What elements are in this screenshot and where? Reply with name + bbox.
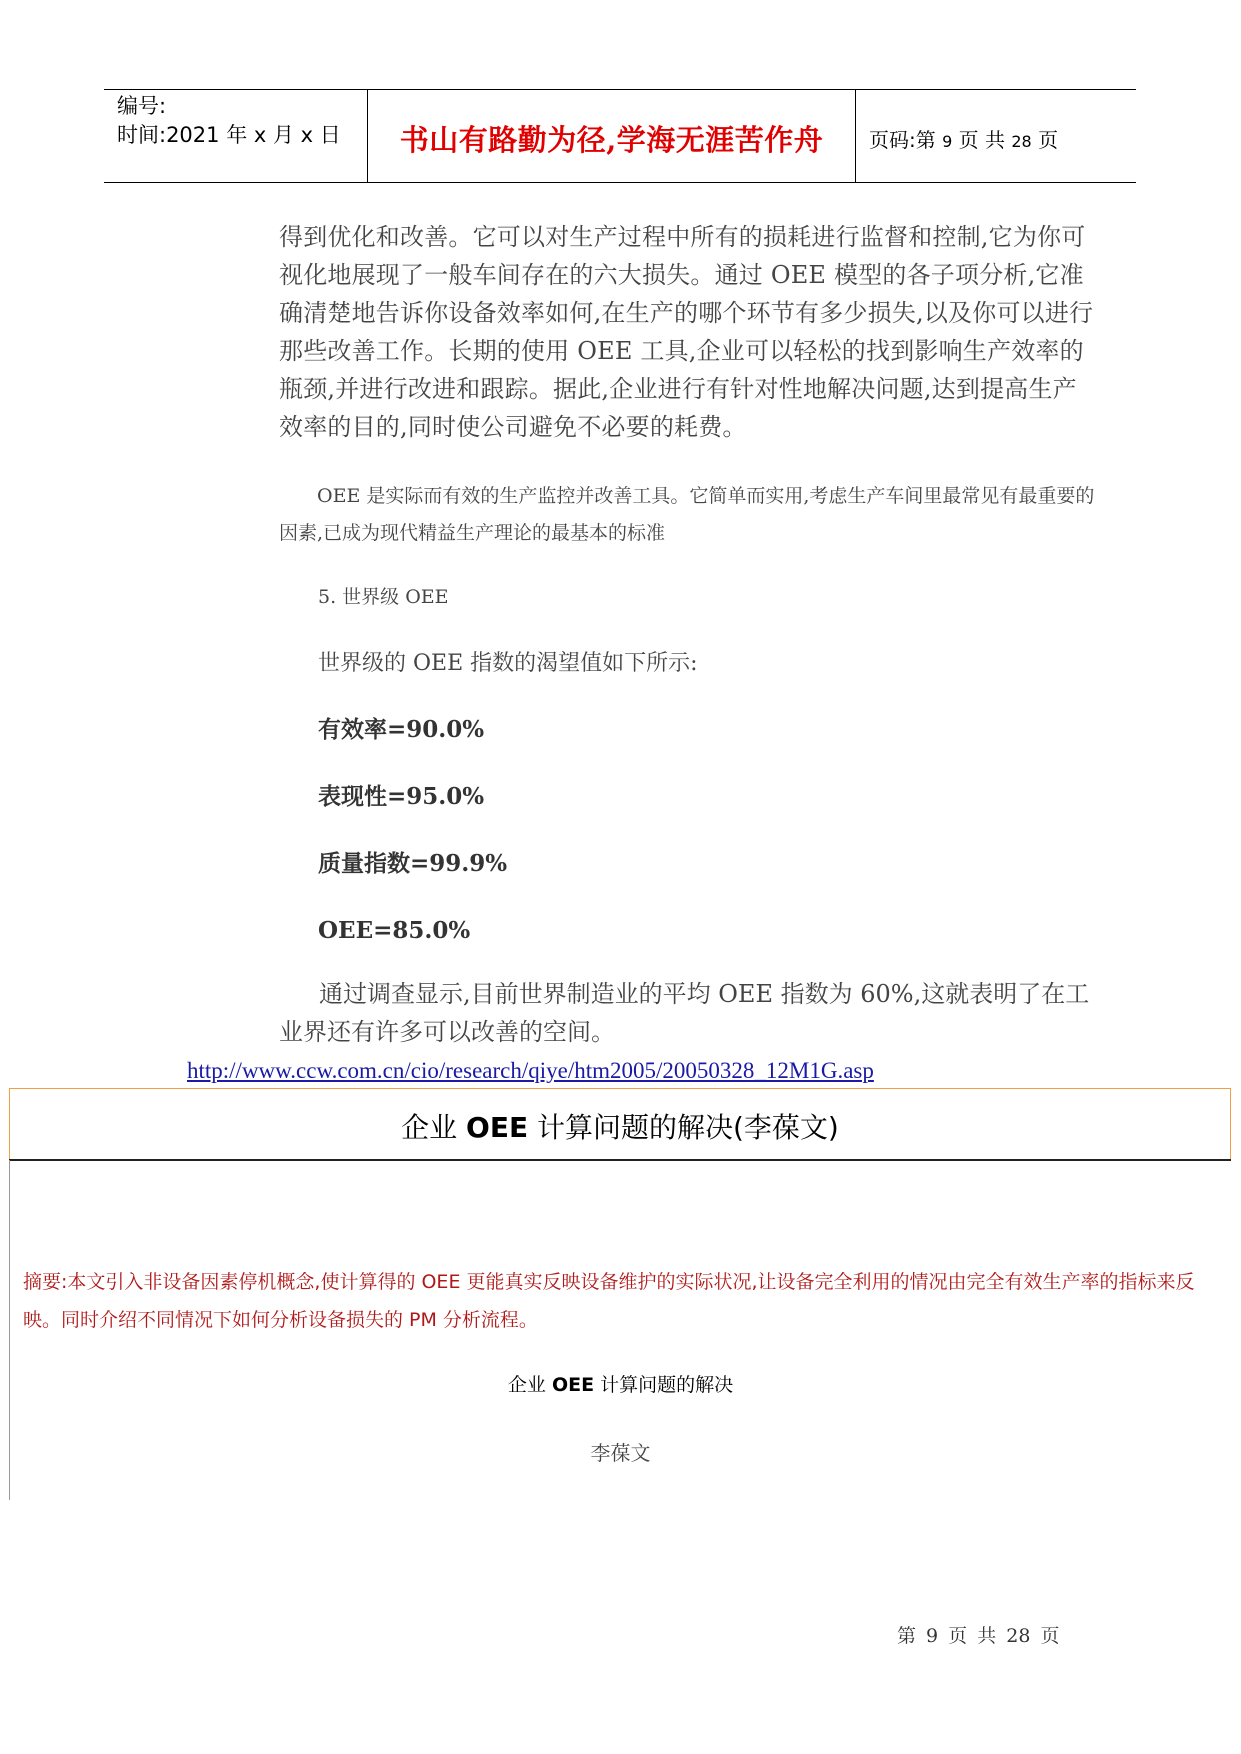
page-number: 9 xyxy=(942,132,953,151)
article-abstract: 摘要:本文引入非设备因素停机概念,使计算得的 OEE 更能真实反映设备维护的实际状况,让设备完全利用的情况由完全有效生产率的指标来反映。同时介绍不同情况下如何分析设备损失的 PM 分析流程。 xyxy=(23,1271,1195,1331)
page-footer: 第 9 页 共 28 页 xyxy=(897,1625,1060,1647)
world-class-intro: 世界级的 OEE 指数的渴望值如下所示: xyxy=(318,651,698,676)
header-motto: 书山有路勤为径,学海无涯苦作舟 xyxy=(399,123,824,157)
article-subtitle xyxy=(0,1370,1241,1397)
article-subtitle-post: 计算问题的解决 xyxy=(594,1374,734,1396)
page-prefix: 页码:第 xyxy=(869,128,943,152)
paragraph-oee-benefits: 得到优化和改善。它可以对生产过程中所有的损耗进行监督和控制,它为你可视化地展现了一般车间存在的六大损失。通过 OEE 模型的各子项分析,它准确清楚地告诉你设备效率如何,在生产的哪个环节有多少损失,以及你可以进行那些改善工作。长期的使用 OEE 工具,企业可以轻松的找到影响生产效率的瓶颈,并进行改进和跟踪。据此,企业进行有针对性地解决问题,达到提高生产效率的目的,同时使公司避免不必要的耗费。 xyxy=(279,223,1094,441)
metric-availability: 有效率=90.0% xyxy=(318,716,485,743)
metric-quality: 质量指数=99.9% xyxy=(318,850,508,877)
article-title-bold: OEE xyxy=(466,1111,529,1144)
page-mid: 页 共 xyxy=(952,128,1012,152)
article-title-rule xyxy=(9,1159,1231,1161)
article-title-post: 计算问题的解决(李葆文) xyxy=(528,1111,839,1144)
header-divider-right xyxy=(855,89,856,182)
metric-oee: OEE=85.0% xyxy=(318,917,471,944)
article-subtitle-pre: 企业 xyxy=(507,1374,552,1396)
article-title xyxy=(9,1106,1231,1146)
metric-performance: 表现性=95.0% xyxy=(318,783,485,810)
page-suffix: 页 xyxy=(1031,128,1059,152)
article-subtitle-bold: OEE xyxy=(551,1374,595,1396)
article-title-pre: 企业 xyxy=(401,1111,467,1144)
header-meta xyxy=(117,92,341,150)
header-bottom-rule xyxy=(104,182,1136,183)
header-page-info xyxy=(869,124,1058,153)
paragraph-survey: 通过调查显示,目前世界制造业的平均 OEE 指数为 60%,这就表明了在工业界还有许多可以改善的空间。 xyxy=(279,980,1090,1046)
section-heading-world-class: 5. 世界级 OEE xyxy=(318,586,449,608)
article-author: 李葆文 xyxy=(590,1441,651,1465)
page-total: 28 xyxy=(1011,132,1032,151)
time-label: 时间:2021 年 x 月 x 日 xyxy=(117,123,341,147)
paragraph-oee-tool: OEE 是实际而有效的生产监控并改善工具。它简单而实用,考虑生产车间里最常见有最重要的因素,已成为现代精益生产理论的最基本的标准 xyxy=(279,485,1095,544)
header-top-rule xyxy=(104,89,1136,90)
serial-label: 编号: xyxy=(117,94,167,118)
source-link[interactable]: http://www.ccw.com.cn/cio/research/qiye/htm2005/20050328_12M1G.asp xyxy=(187,1058,874,1083)
